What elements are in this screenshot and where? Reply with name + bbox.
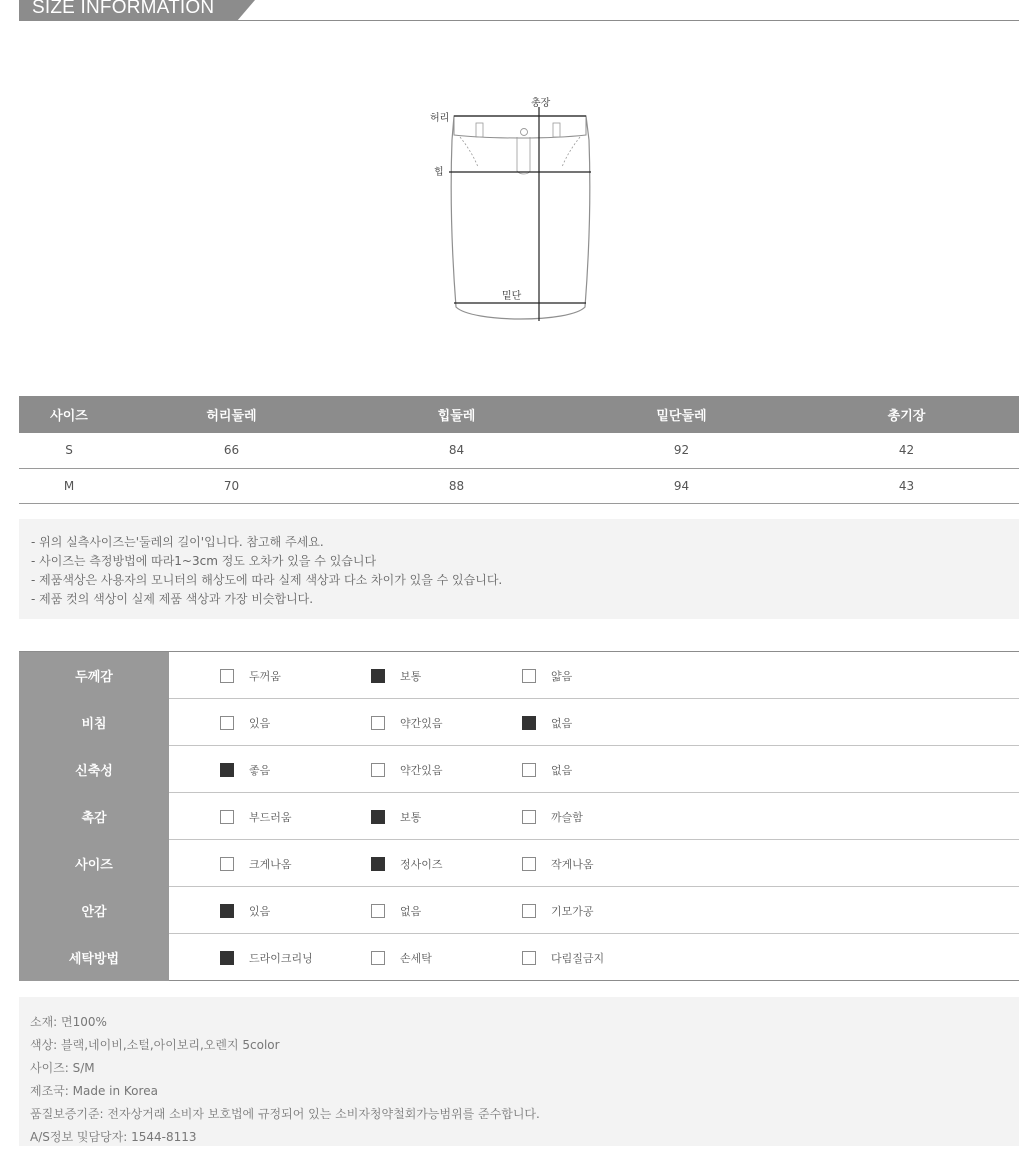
checked-box-icon (522, 716, 536, 730)
feature-option (220, 715, 270, 731)
note-line: - 제품색상은 사용자의 모니터의 해상도에 따라 실제 색상과 다소 차이가 있을 수 있습니다. (31, 573, 503, 587)
checked-box-icon (371, 810, 385, 824)
cell-length: 42 (794, 433, 1019, 468)
skirt-size-diagram (420, 85, 620, 335)
unchecked-box-icon (371, 904, 385, 918)
product-info (19, 997, 1019, 1146)
feature-option (220, 762, 270, 778)
note-line: - 사이즈는 측정방법에 따라1~3cm 정도 오차가 있을 수 있습니다 (31, 554, 377, 568)
unchecked-box-icon (522, 904, 536, 918)
info-origin: 제조국: Made in Korea (30, 1084, 158, 1098)
note-line: - 위의 실측사이즈는'둘레의 길이'입니다. 참고해 주세요. (31, 535, 324, 549)
feature-option-label: 약간있음 (400, 764, 443, 777)
measurement-notes (19, 519, 1019, 619)
feature-option-label: 있음 (249, 717, 271, 730)
feature-row (19, 746, 1019, 793)
feature-label: 사이즈 (19, 840, 169, 887)
feature-option-label: 약간있음 (400, 717, 443, 730)
unchecked-box-icon (522, 810, 536, 824)
feature-option (220, 668, 281, 684)
feature-option-label: 없음 (400, 905, 422, 918)
feature-option-label: 작게나옴 (551, 858, 594, 871)
feature-option (522, 950, 604, 966)
cell-hip: 84 (344, 433, 569, 468)
col-hem: 밑단둘레 (569, 396, 794, 433)
unchecked-box-icon (371, 763, 385, 777)
cell-hem: 94 (569, 468, 794, 503)
info-quality: 품질보증기준: 전자상거래 소비자 보호법에 규정되어 있는 소비자청약철회가능범위를 준수합니다. (30, 1107, 540, 1121)
feature-option-label: 기모가공 (551, 905, 594, 918)
feature-option-label: 없음 (551, 764, 573, 777)
cell-hem: 92 (569, 433, 794, 468)
unchecked-box-icon (220, 857, 234, 871)
feature-option-label: 정사이즈 (400, 858, 443, 871)
size-table-header (19, 396, 1019, 433)
feature-option (522, 715, 572, 731)
feature-row (19, 793, 1019, 840)
feature-option-label: 없음 (551, 717, 573, 730)
feature-option-label: 보통 (400, 670, 422, 683)
label-hip: 힙 (434, 167, 444, 178)
feature-option-label: 보통 (400, 811, 422, 824)
feature-option (371, 950, 432, 966)
feature-option (220, 903, 270, 919)
feature-option-label: 크게나옴 (249, 858, 292, 871)
feature-option-label: 있음 (249, 905, 271, 918)
note-line: - 제품 컷의 색상이 실제 제품 색상과 가장 비슷합니다. (31, 592, 314, 606)
info-as-contact: A/S정보 및담당자: 1544-8113 (30, 1130, 197, 1144)
feature-option (522, 668, 572, 684)
feature-option-label: 손세탁 (400, 952, 432, 965)
feature-option (522, 856, 594, 872)
feature-option-label: 두꺼움 (249, 670, 281, 683)
fabric-feature-table (19, 651, 1019, 981)
feature-label: 비침 (19, 699, 169, 746)
feature-option (220, 856, 292, 872)
cell-size: M (19, 468, 119, 503)
checked-box-icon (220, 763, 234, 777)
feature-option (371, 903, 421, 919)
feature-label: 안감 (19, 887, 169, 934)
unchecked-box-icon (371, 951, 385, 965)
checked-box-icon (371, 669, 385, 683)
cell-hip: 88 (344, 468, 569, 503)
unchecked-box-icon (522, 763, 536, 777)
unchecked-box-icon (522, 857, 536, 871)
label-hem: 밑단 (502, 291, 522, 302)
feature-row (19, 699, 1019, 746)
feature-option (371, 856, 443, 872)
feature-label: 세탁방법 (19, 934, 169, 981)
section-header (19, 0, 1019, 21)
checked-box-icon (371, 857, 385, 871)
feature-option (522, 762, 572, 778)
unchecked-box-icon (220, 669, 234, 683)
feature-row (19, 887, 1019, 934)
feature-row (19, 840, 1019, 887)
feature-label: 촉감 (19, 793, 169, 840)
unchecked-box-icon (371, 716, 385, 730)
feature-option (371, 668, 421, 684)
checked-box-icon (220, 951, 234, 965)
feature-option-label: 부드러움 (249, 811, 292, 824)
feature-option-label: 좋음 (249, 764, 271, 777)
unchecked-box-icon (522, 669, 536, 683)
feature-option (371, 809, 421, 825)
section-title: SIZE INFORMATION (32, 0, 215, 18)
feature-option-label: 얇음 (551, 670, 573, 683)
col-hip: 힙둘레 (344, 396, 569, 433)
table-row (19, 468, 1019, 503)
label-length: 총장 (531, 98, 551, 109)
col-length: 총기장 (794, 396, 1019, 433)
info-size: 사이즈: S/M (30, 1061, 95, 1075)
cell-waist: 70 (119, 468, 344, 503)
info-material: 소재: 면100% (30, 1015, 107, 1029)
cell-length: 43 (794, 468, 1019, 503)
feature-option (522, 903, 594, 919)
feature-option-label: 까슬함 (551, 811, 583, 824)
feature-option (371, 715, 443, 731)
feature-label: 두께감 (19, 652, 169, 699)
feature-label: 신축성 (19, 746, 169, 793)
label-waist: 허리 (430, 113, 450, 124)
unchecked-box-icon (220, 716, 234, 730)
feature-option (220, 950, 313, 966)
feature-option-label: 드라이크리닝 (249, 952, 313, 965)
col-size: 사이즈 (19, 396, 119, 433)
cell-size: S (19, 433, 119, 468)
feature-option (371, 762, 443, 778)
cell-waist: 66 (119, 433, 344, 468)
col-waist: 허리둘레 (119, 396, 344, 433)
feature-row (19, 934, 1019, 981)
section-header-tab (19, 0, 237, 21)
checked-box-icon (220, 904, 234, 918)
size-table (19, 396, 1019, 504)
unchecked-box-icon (220, 810, 234, 824)
feature-option (220, 809, 292, 825)
unchecked-box-icon (522, 951, 536, 965)
feature-row (19, 652, 1019, 699)
feature-option-label: 다림질금지 (551, 952, 605, 965)
info-color: 색상: 블랙,네이비,소털,아이보리,오렌지 5color (30, 1038, 280, 1052)
feature-option (522, 809, 583, 825)
table-row (19, 433, 1019, 468)
